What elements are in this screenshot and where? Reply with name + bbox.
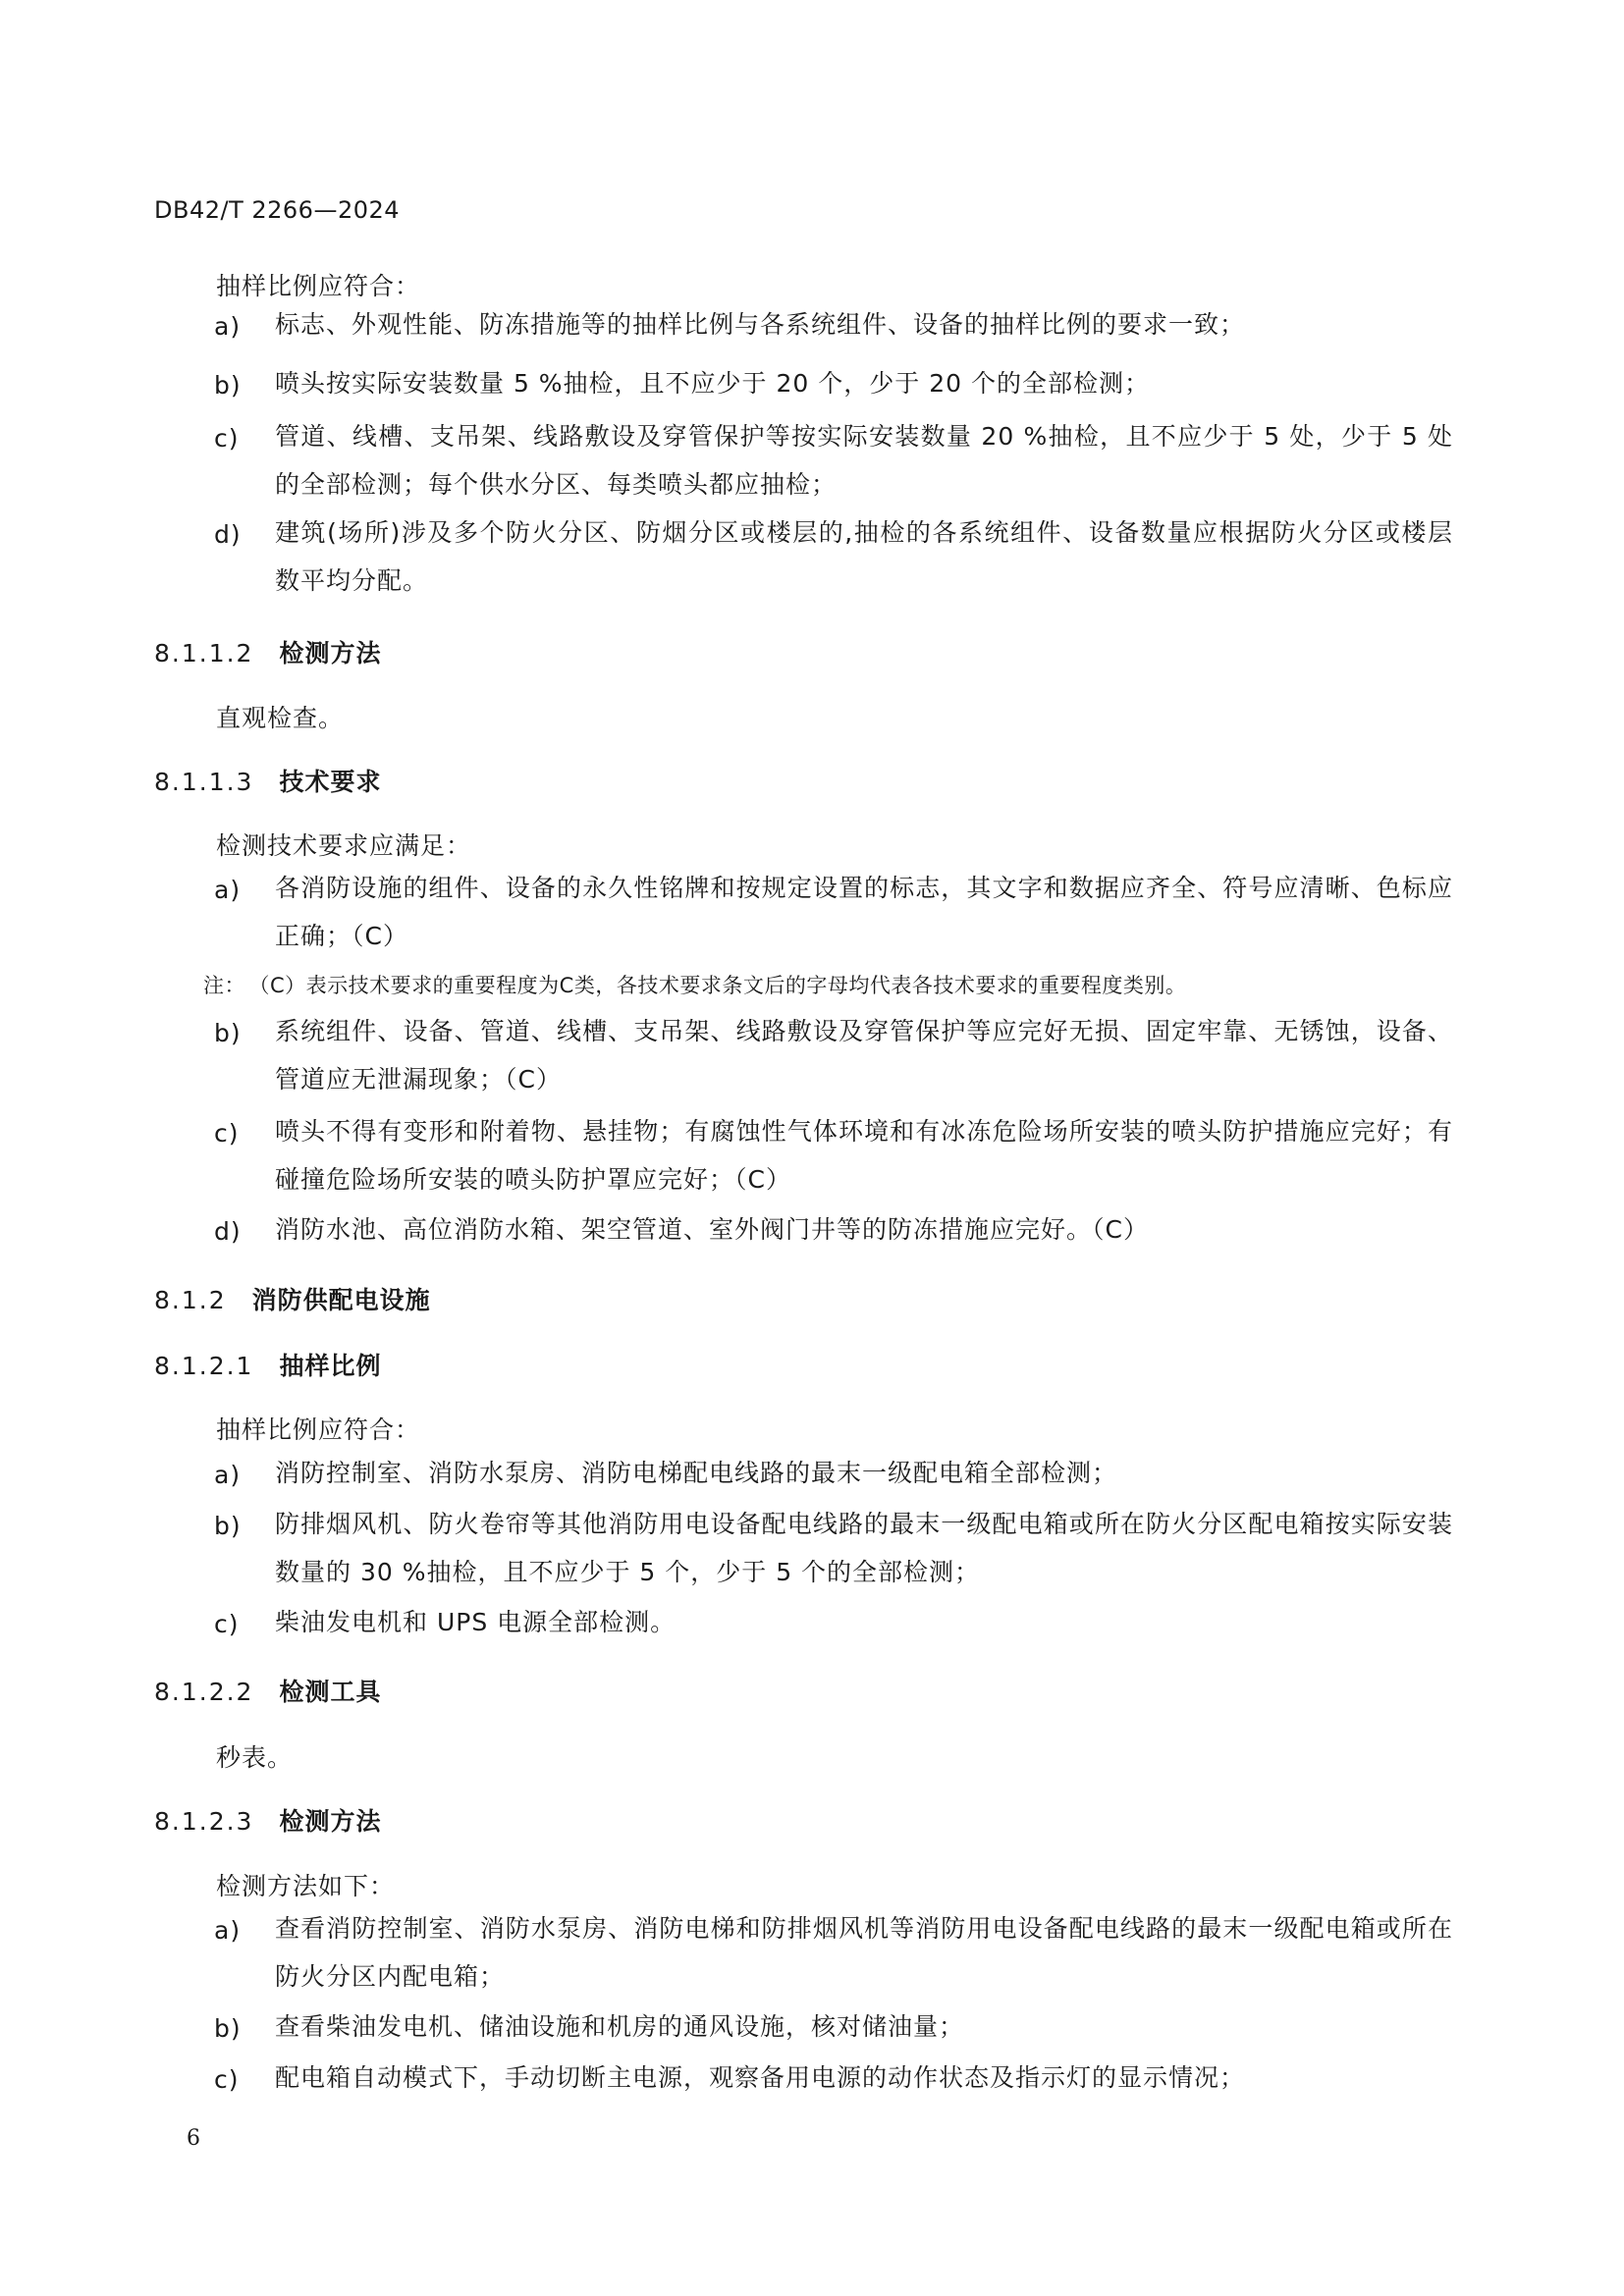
list-item-text: 查看柴油发电机、储油设施和机房的通风设施，核对储油量； xyxy=(275,2012,965,2041)
list-item-label: b) xyxy=(214,371,242,400)
list-item-text: 柴油发电机和 UPS 电源全部检测。 xyxy=(275,1608,677,1636)
section-title: 检测方法 xyxy=(279,639,382,667)
section-number: 8.1.2.1 xyxy=(154,1352,254,1380)
section-title: 技术要求 xyxy=(279,768,382,796)
list-item-text: 建筑(场所)涉及多个防火分区、防烟分区或楼层的,抽检的各系统组件、设备数量应根据防火分区或楼层数平均分配。 xyxy=(275,518,1453,595)
section-title: 消防供配电设施 xyxy=(251,1286,431,1314)
requirements-intro: 检测技术要求应满足： xyxy=(216,831,472,860)
list-item-text: 管道、线槽、支吊架、线路敷设及穿管保护等按实际安装数量 20 %抽检，且不应少于 5 处，少于 5 处的全部检测；每个供水分区、每类喷头都应抽检； xyxy=(275,422,1453,499)
section-heading-8-1-2-3 xyxy=(154,1802,381,1838)
list-item-label: a) xyxy=(214,876,242,904)
list-item-label: a) xyxy=(214,312,242,341)
list-item-text: 消防水池、高位消防水箱、架空管道、室外阀门井等的防冻措施应完好。（C） xyxy=(275,1215,1149,1244)
section-heading-8-1-2-2 xyxy=(154,1673,381,1708)
list-item-label: c) xyxy=(214,424,240,453)
note-label: 注： xyxy=(203,974,245,997)
list-item-text: 喷头不得有变形和附着物、悬挂物；有腐蚀性气体环境和有冰冻危险场所安装的喷头防护措施应完好；有碰撞危险场所安装的喷头防护罩应完好；（C） xyxy=(275,1117,1453,1194)
section-number: 8.1.1.2 xyxy=(154,639,254,667)
method-intro: 检测方法如下： xyxy=(216,1872,396,1900)
list-item-text: 配电箱自动模式下，手动切断主电源，观察备用电源的动作状态及指示灯的显示情况； xyxy=(275,2063,1246,2092)
section-title: 检测工具 xyxy=(279,1678,382,1706)
list-item-label: b) xyxy=(214,2014,242,2043)
list-item-label: b) xyxy=(214,1512,242,1540)
section-heading-8-1-2 xyxy=(154,1281,431,1316)
list-item-label: c) xyxy=(214,2065,240,2094)
list-item-label: c) xyxy=(214,1610,240,1638)
list-item-text: 防排烟风机、防火卷帘等其他消防用电设备配电线路的最末一级配电箱或所在防火分区配电箱按实际安装数量的 30 %抽检，且不应少于 5 个，少于 5 个的全部检测； xyxy=(275,1510,1453,1586)
list-item-label: d) xyxy=(214,520,242,549)
list-item-text: 查看消防控制室、消防水泵房、消防电梯和防排烟风机等消防用电设备配电线路的最末一级配电箱或所在防火分区内配电箱； xyxy=(275,1914,1453,1991)
list-item-label: a) xyxy=(214,1916,242,1945)
list-item-text: 系统组件、设备、管道、线槽、支吊架、线路敷设及穿管保护等应完好无损、固定牢靠、无锈蚀，设备、管道应无泄漏现象；（C） xyxy=(275,1017,1453,1094)
method-text: 直观检查。 xyxy=(216,704,345,732)
list-item-label: a) xyxy=(214,1461,242,1489)
sampling-intro: 抽样比例应符合： xyxy=(216,272,421,300)
list-item-label: d) xyxy=(214,1217,242,1246)
list-item-label: b) xyxy=(214,1019,242,1047)
section-heading-8-1-1-2 xyxy=(154,634,381,669)
section-title: 检测方法 xyxy=(279,1807,382,1836)
section-number: 8.1.2 xyxy=(154,1286,227,1314)
section-title: 抽样比例 xyxy=(279,1352,382,1380)
list-item-text: 喷头按实际安装数量 5 %抽检，且不应少于 20 个，少于 20 个的全部检测； xyxy=(275,369,1150,398)
section-heading-8-1-1-3 xyxy=(154,763,381,798)
note-text: （C）表示技术要求的重要程度为C类，各技术要求条文后的字母均代表各技术要求的重要程度类别。 xyxy=(259,974,1187,997)
section-number: 8.1.2.2 xyxy=(154,1678,254,1706)
sampling-intro: 抽样比例应符合： xyxy=(216,1415,421,1444)
section-number: 8.1.1.3 xyxy=(154,768,254,796)
document-code: DB42/T 2266—2024 xyxy=(154,196,401,224)
list-item-text: 标志、外观性能、防冻措施等的抽样比例与各系统组件、设备的抽样比例的要求一致； xyxy=(275,310,1246,339)
list-item-text: 各消防设施的组件、设备的永久性铭牌和按规定设置的标志，其文字和数据应齐全、符号应清晰、色标应正确；（C） xyxy=(275,874,1453,950)
list-item-text: 消防控制室、消防水泵房、消防电梯配电线路的最末一级配电箱全部检测； xyxy=(275,1459,1118,1487)
page-number: 6 xyxy=(187,2126,200,2151)
tools-text: 秒表。 xyxy=(216,1743,294,1772)
section-heading-8-1-2-1 xyxy=(154,1347,381,1382)
note xyxy=(203,970,1460,999)
section-number: 8.1.2.3 xyxy=(154,1807,254,1836)
list-item-label: c) xyxy=(214,1119,240,1148)
